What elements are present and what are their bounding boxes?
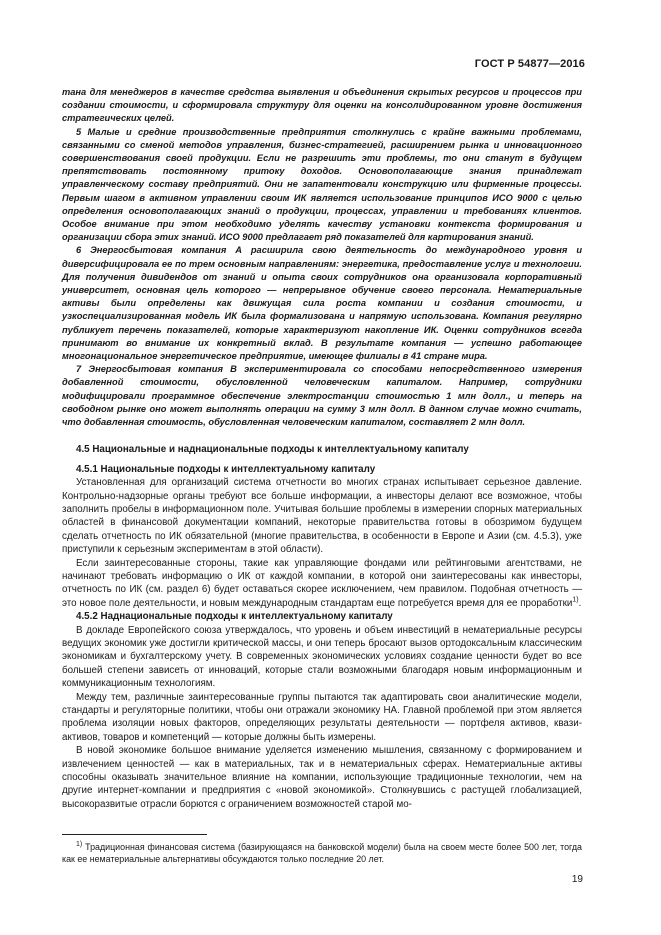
main-text-column [62, 86, 582, 811]
footnote [62, 841, 582, 866]
section-4-5-1-paragraph [62, 557, 582, 611]
example-6-paragraph: 6 Энергосбытовая компания А расширила свою деятельность до международного уровня и диверсифицировала ее по трем основным направлениям: энергетика, предоставление услуг и технологии. Для получения дивидендов от знаний и опыта своих сотрудников она организовала корпоративный университет, основная цель которого — непрерывное обучение своего персонала. Нематериальные активы были определены как движущая сила роста компании и создания стоимости, и узкоспециализированная модель ИК была формализована и напрямую использована. Компания регулярно публикует перечень показателей, которые характеризуют накопление ИК. Оценки сотрудников всегда принимают во внимание их конкретный вклад. В результате компания — успешно работающее многонациональное энергетическое предприятие, имеющее филиалы в 41 стране мира. [62, 245, 582, 362]
section-4-5-2-paragraph: Между тем, различные заинтересованные группы пытаются так адаптировать свои аналитические модели, стандарты и регуляторные политики, чтобы они отражали экономику НА. Главной проблемой при этом является проблема изоляции новых факторов, определяющих результаты деятельности — портфеля активов, квази-активов, товаров и компетенций — которые должны быть измерены. [62, 691, 582, 743]
example-7-paragraph: 7 Энергосбытовая компания В экспериментировала со способами непосредственного измерения добавленной стоимости, обусловленной человеческим капиталом. Например, сотрудники модифицировали программное обеспечение электростанции стоимостью 1 млн долл., и теперь на свободном рынке оно может выполнять операции на сумму 3 млн долл. В данном случае можно считать, что добавленная стоимость, обусловленная человеческим капиталом, составляет 2 млн долл. [62, 364, 582, 428]
section-4-5-1-paragraph: Установленная для организаций система отчетности во многих странах испытывает серьезное давление. Контрольно-надзорные органы требуют все больше информации, а инвесторы делают все возможное, чтобы заполнить пробелы в информационном поле. Учитывая большие проблемы в измерении спорных материальных областей в финансовой документации компаний, некоторые правительства готовы в обозримом будущем сделать отчетность по ИК обязательной (многие правительства, в особенности в Европе и Азии (см. 4.5.3), уже приступили к серьезным экспериментам в этой области). [62, 477, 582, 556]
page-number: 19 [571, 874, 583, 885]
section-4-5-heading: 4.5 Национальные и наднациональные подходы к интеллектуальному капиталу [76, 444, 469, 456]
section-4-5-1-heading: 4.5.1 Национальные подходы к интеллектуальному капиталу [76, 463, 376, 475]
example-5-paragraph: 5 Малые и средние производственные предприятия столкнулись с крайне важными проблемами, связанными со сменой методов управления, бизнес-стратегией, расширением рынка и инновационного совершенствования своей продукции. Если не разрешить эти проблемы, то они станут в будущем препятствовать постоянному притоку доходов. Основополагающие знания принадлежат управленческому составу предприятий. Они не запатентовали конструкцию или фирменные процессы. Первым шагом в активном управлении своим ИК является использование принципов ИСО 9000 с целью определения основополагающих знаний о продукции, процессах, управлении и требованиях клиентов. Особое внимание при этом необходимо уделять качеству установки контекста формирования и организации сбора этих знаний. ИСО 9000 предлагает ряд показателей для картирования знаний. [62, 126, 582, 243]
footnote-text: Традиционная финансовая система (базирующаяся на банковской модели) была на своем месте более 500 лет, тогда как ее нематериальные альтернативы обсуждаются только последние 20 лет. [62, 842, 582, 865]
footnote-reference: 1) [572, 596, 579, 604]
footnote-divider [62, 834, 207, 835]
footnote-mark: 1) [76, 841, 83, 849]
document-header: ГОСТ Р 54877—2016 [474, 58, 585, 70]
section-4-5-2-heading: 4.5.2 Наднациональные подходы к интеллектуальному капиталу [76, 611, 393, 623]
section-4-5-2-paragraph: В новой экономике большое внимание уделяется изменению мышления, связанному с формированием и извлечением ценностей — как в материальных, так и в нематериальных сферах. Нематериальные активы способны оказывать значительное влияние на компании, использующие традиционные технологии, чем на другие интернет-компании и предприятия с «новой экономикой». Столкнувшись с растущей глобализацией, высокоразвитые отрасли борются с ограничением возможностей старой мо- [62, 745, 582, 810]
sentence-end: . [578, 597, 582, 609]
section-4-5-2-paragraph: В докладе Европейского союза утверждалось, что уровень и объем инвестиций в нематериальные ресурсы ведущих экономик уже достигли критической массы, и они теперь бросают вызов ортодоксальным классическим экономикам и бухгалтерскому учету. В современных экономических условиях создание ценности будет во все большей степени зависеть от инноваций, которые стали возможными благодаря новым информационным и коммуникационным технологиям. [62, 624, 582, 690]
paragraph-text: Если заинтересованные стороны, такие как управляющие фондами или рейтинговыми агентствами, не начинают требовать информацию о ИК от каждой компании, в которой они заинтересованы как инвесторы, отчетность по ИК (см. раздел 6) будет оставаться скорее исключением, чем правилом. Подобная отчетность — это новое поле деятельности, и новым международным стандартам еще потребуется время для ее проработки [62, 557, 582, 609]
intro-paragraph: тана для менеджеров в качестве средства выявления и объединения скрытых ресурсов и процессов при создании стоимости, и сформировала структуру для оценки на консолидированном уровне достижения стратегических целей. [62, 87, 582, 124]
